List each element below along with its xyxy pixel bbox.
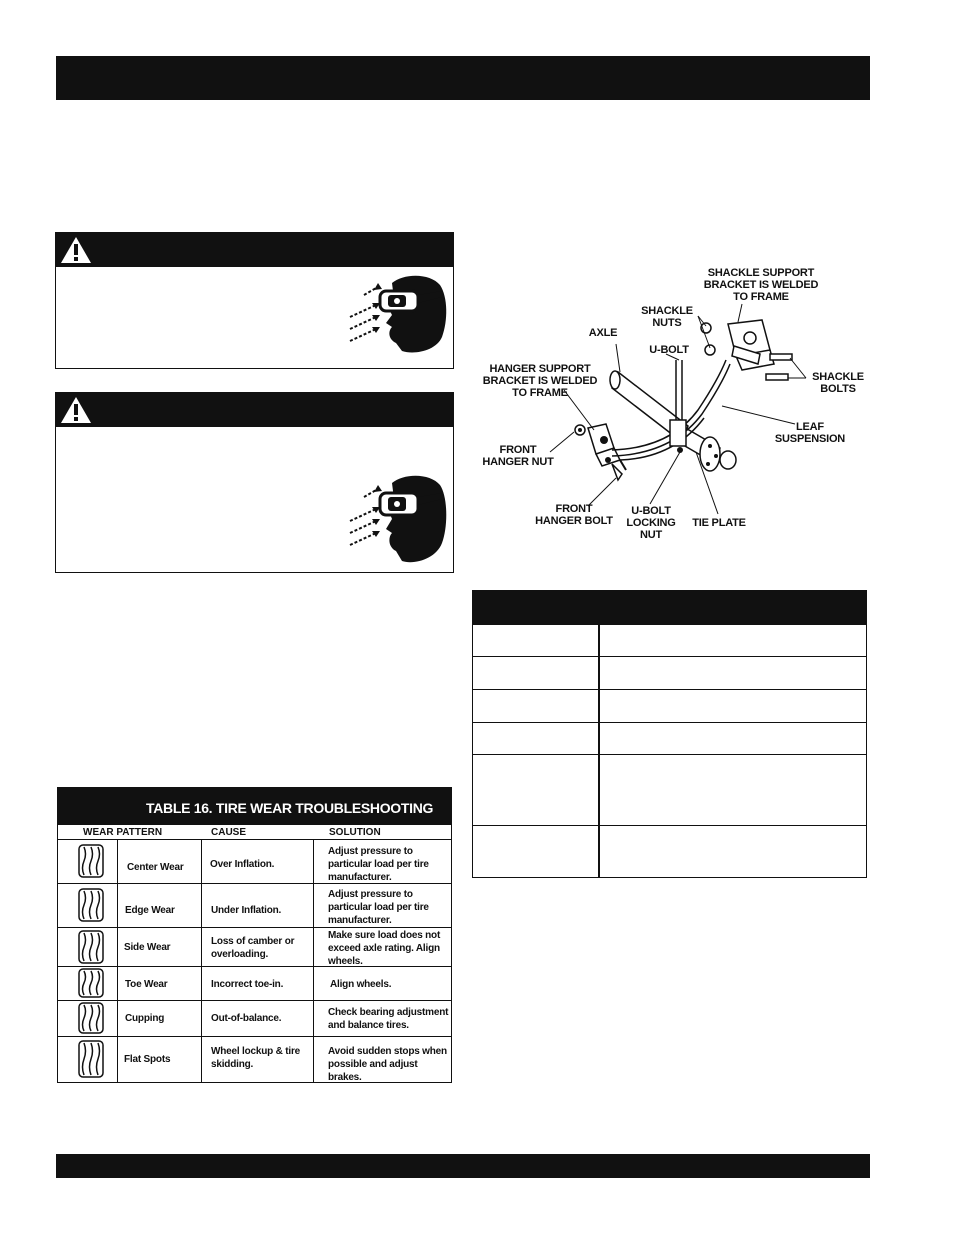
wear-solution: Adjust pressure to particular load per tire manufacturer. bbox=[328, 846, 429, 883]
table-row bbox=[58, 1036, 451, 1037]
wear-pattern: Side Wear bbox=[124, 942, 171, 953]
footer-bar bbox=[56, 1154, 870, 1178]
table-row bbox=[58, 839, 451, 840]
table-header-bar bbox=[473, 591, 866, 625]
wear-pattern: Toe Wear bbox=[125, 979, 168, 990]
tire-tread-icon bbox=[78, 930, 104, 964]
table-title: TABLE 16. TIRE WEAR TROUBLESHOOTING bbox=[146, 800, 434, 816]
wear-cause: Over Inflation. bbox=[210, 859, 275, 870]
label-u-bolt: U-BOLT bbox=[649, 344, 689, 356]
col-header-solution: SOLUTION bbox=[329, 827, 381, 838]
tire-tread-icon bbox=[78, 888, 104, 922]
table-row bbox=[58, 927, 451, 928]
leaf-suspension-diagram bbox=[470, 260, 870, 550]
wear-cause: Under Inflation. bbox=[211, 905, 282, 916]
safety-goggles-icon bbox=[344, 273, 450, 355]
table-row bbox=[58, 1000, 451, 1001]
warning-box-1 bbox=[55, 232, 454, 369]
table-title-bar bbox=[58, 788, 451, 825]
wear-cause: Loss of camber or overloading. bbox=[211, 936, 295, 960]
table-row bbox=[473, 754, 866, 755]
column-divider bbox=[598, 625, 600, 877]
label-axle: AXLE bbox=[588, 327, 618, 339]
table-row bbox=[473, 656, 866, 657]
label-tie-plate: TIE PLATE bbox=[692, 517, 746, 529]
label-shackle-bolts: SHACKLE BOLTS bbox=[812, 371, 864, 395]
right-data-table bbox=[472, 590, 867, 878]
label-hanger-support: HANGER SUPPORT BRACKET IS WELDED TO FRAME bbox=[482, 363, 598, 399]
wear-cause: Out-of-balance. bbox=[211, 1013, 282, 1024]
label-leaf-suspension: LEAF SUSPENSION bbox=[774, 421, 846, 445]
column-divider bbox=[313, 839, 314, 1082]
wear-solution: Avoid sudden stops when possible and adjust brakes. bbox=[328, 1046, 447, 1083]
col-header-wear-pattern: WEAR PATTERN bbox=[83, 827, 163, 838]
wear-cause: Incorrect toe-in. bbox=[211, 979, 284, 990]
warning-header-2 bbox=[56, 393, 453, 427]
wear-solution: Adjust pressure to particular load per tire manufacturer. bbox=[328, 889, 429, 926]
tire-wear-table bbox=[57, 787, 452, 1083]
label-shackle-nuts: SHACKLE NUTS bbox=[641, 305, 693, 329]
table-row bbox=[473, 689, 866, 690]
wear-solution: Align wheels. bbox=[330, 979, 392, 990]
safety-goggles-icon bbox=[344, 473, 450, 565]
table-row bbox=[473, 825, 866, 826]
col-header-cause: CAUSE bbox=[211, 827, 247, 838]
tire-tread-icon bbox=[78, 1002, 104, 1034]
warning-box-2 bbox=[55, 392, 454, 573]
warning-triangle-icon bbox=[60, 236, 92, 264]
wear-solution: Check bearing adjustment and balance tires. bbox=[328, 1007, 449, 1031]
wear-pattern: Edge Wear bbox=[125, 905, 175, 916]
warning-triangle-icon bbox=[60, 396, 92, 424]
label-u-bolt-locking-nut: U-BOLT LOCKING NUT bbox=[626, 505, 676, 541]
label-front-hanger-bolt: FRONT HANGER BOLT bbox=[535, 503, 613, 527]
warning-header-1 bbox=[56, 233, 453, 267]
tire-tread-icon bbox=[78, 844, 104, 878]
label-shackle-support: SHACKLE SUPPORT BRACKET IS WELDED TO FRAME bbox=[703, 267, 819, 303]
wear-pattern: Center Wear bbox=[127, 862, 184, 873]
label-front-hanger-nut: FRONT HANGER NUT bbox=[482, 444, 554, 468]
wear-pattern: Cupping bbox=[125, 1013, 165, 1024]
wear-solution: Make sure load does not exceed axle rating. Align wheels. bbox=[328, 930, 441, 967]
wear-cause: Wheel lockup & tire skidding. bbox=[211, 1046, 300, 1070]
tire-tread-icon bbox=[78, 968, 104, 998]
table-row bbox=[473, 722, 866, 723]
column-divider bbox=[201, 839, 202, 1082]
header-bar bbox=[56, 56, 870, 100]
wear-pattern: Flat Spots bbox=[124, 1054, 171, 1065]
column-divider bbox=[117, 839, 118, 1082]
tire-tread-icon bbox=[78, 1040, 104, 1078]
